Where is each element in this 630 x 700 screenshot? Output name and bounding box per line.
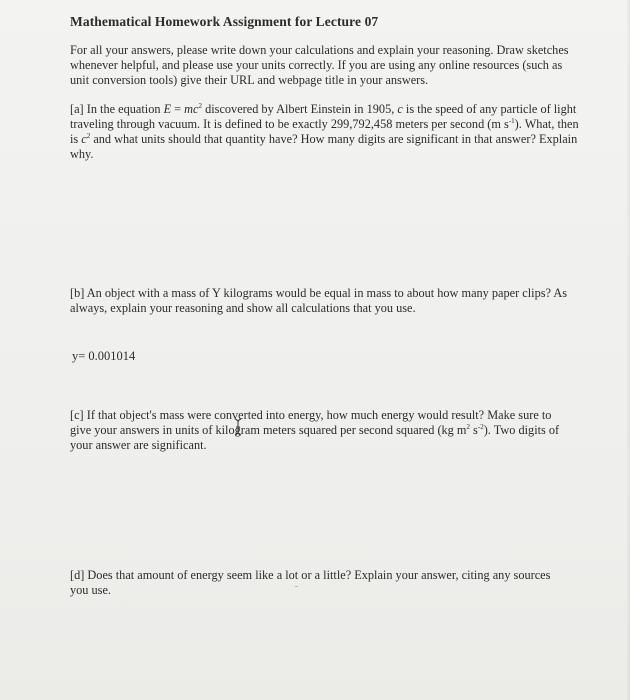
speed-of-light-variable: c <box>397 102 403 116</box>
question-a-text: discovered by Albert Einstein in 1905, <box>202 102 398 116</box>
question-a <box>70 102 580 162</box>
equation-mc: mc <box>184 102 199 116</box>
question-b: [b] An object with a mass of Y kilograms would be equal in mass to about how many paper clips? As always, explain your reasoning and show all calculations that you use. <box>70 286 568 315</box>
question-c <box>70 408 570 453</box>
question-a-text: and what units should that quantity have? How many digits are significant in that answer? Explain why. <box>70 132 578 161</box>
equation-energy-variable: E <box>163 102 172 116</box>
c-squared-variable: c <box>81 132 87 146</box>
equation-equals: = <box>171 102 185 116</box>
intro-paragraph: For all your answers, please write down your calculations and explain your reasoning. Draw sketches whenever helpful, and please use your units correctly. If you are using any online resources (such as unit conversion tools) give their URL and webpage title in your answers. <box>70 43 569 87</box>
question-a-text: In the equation <box>83 102 164 116</box>
question-c-text: s <box>469 423 478 437</box>
question-c-text: ). Two digits of your answer are significant. <box>70 423 560 452</box>
exponent-2: 2 <box>466 422 470 431</box>
page-edge-shadow <box>626 0 630 700</box>
question-c-text: [c] If that object's mass were converted into energy, how much energy would result? Make sure to give your answers in units of kilogram meters squared per second squared (kg m <box>70 408 552 437</box>
speck <box>295 586 298 587</box>
document-content <box>70 14 580 597</box>
document-title: Mathematical Homework Assignment for Lecture 07 <box>70 14 379 29</box>
question-d: [d] Does that amount of energy seem like a lot or a little? Explain your answer, citing any sources you use. <box>70 568 551 597</box>
exponent-2: 2 <box>198 101 203 110</box>
question-a-text: is the speed of any particle of light traveling through vacuum. It is defined to be exactly 299,792,458 meters per second (m s <box>70 102 577 131</box>
exponent-neg2: -2 <box>477 422 484 431</box>
exponent-neg1: -1 <box>508 116 515 125</box>
question-a-text: ). What, then is <box>70 117 579 146</box>
answer-y-value[interactable]: y= 0.001014 <box>72 349 136 363</box>
exponent-2: 2 <box>86 131 91 140</box>
text-cursor-icon <box>233 418 243 436</box>
question-a-label: [a] <box>70 102 84 116</box>
